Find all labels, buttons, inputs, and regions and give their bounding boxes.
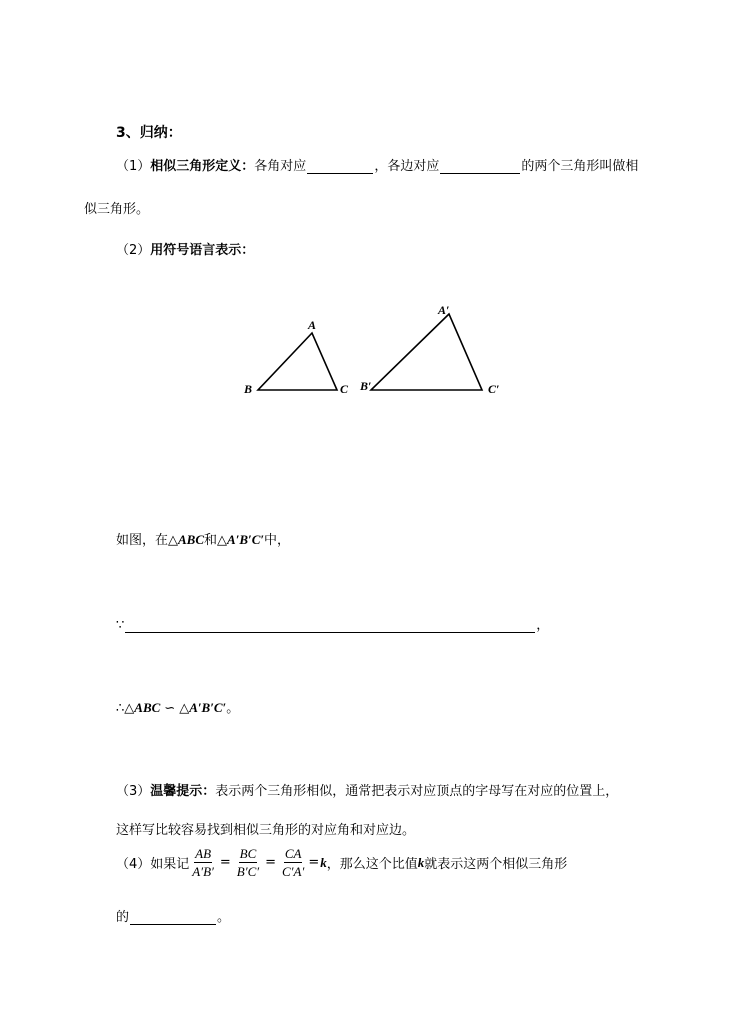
fraction-bc-num: BC: [239, 846, 257, 861]
angle-blank[interactable]: [307, 160, 373, 174]
equals-2: =: [265, 855, 276, 870]
fraction-bc: [236, 846, 260, 879]
vertex-label-a: A: [308, 318, 317, 332]
item3-label: 温馨提示：: [150, 784, 216, 799]
because-end: ，: [536, 618, 550, 633]
item4-text-3: 就表示这两个相似三角形: [424, 857, 568, 872]
item2-label: 用符号语言表示：: [150, 243, 255, 258]
item1-text-3: 的两个三角形叫做相: [521, 159, 639, 174]
item2-number: （2）: [116, 243, 151, 258]
item3-number: （3）: [116, 784, 151, 799]
fraction-bc-den: B′C′: [236, 864, 260, 879]
fraction-ab: [191, 846, 215, 879]
fraction-ab-num: AB: [195, 846, 212, 861]
statement-text-1: 如图，在: [116, 533, 169, 548]
similar-symbol: ∽: [164, 701, 176, 716]
item4-end: 。: [217, 910, 231, 925]
tip-line-2: 这样写比较容易找到相似三角形的对应角和对应边。: [116, 823, 416, 838]
statement-line: [116, 529, 290, 548]
because-blank[interactable]: [125, 619, 535, 633]
item4-text-1: 如果记: [150, 857, 190, 872]
item4-text-2: ，那么这个比值: [326, 857, 418, 872]
side-blank[interactable]: [440, 160, 520, 174]
fraction-ca-num: CA: [284, 846, 302, 861]
equals-3: =: [308, 855, 320, 870]
vertex-label-c-prime: C′: [488, 382, 500, 396]
ratio-line-2: [116, 906, 230, 925]
vertex-label-b-prime: B′: [360, 379, 372, 393]
tip-line-1: [116, 780, 618, 799]
vertex-label-a-prime: A′: [438, 303, 450, 317]
statement-text-3: 中，: [264, 533, 291, 548]
definition-line-2: 似三角形。: [84, 202, 150, 217]
item1-text-1: 各角对应: [254, 159, 307, 174]
therefore-line: [116, 697, 239, 716]
vertex-label-b: B: [244, 382, 253, 396]
item4-number: （4）: [116, 857, 151, 872]
therefore-tri1: △ABC: [124, 700, 161, 715]
section-heading: 3、归纳：: [116, 125, 182, 141]
triangle-a2b2c2-label: △A′B′C′: [217, 532, 265, 547]
item2-line: [116, 239, 254, 258]
triangle-a2b2c2: [371, 314, 482, 390]
ratio-k: k: [320, 854, 327, 870]
triangle-abc-label: △ABC: [168, 532, 205, 547]
because-line: [116, 614, 549, 633]
triangle-abc: [258, 333, 337, 390]
item1-number: （1）: [116, 159, 151, 174]
definition-line-1: [116, 155, 638, 174]
ratio-blank[interactable]: [130, 911, 216, 925]
statement-text-2: 和: [204, 533, 218, 548]
vertex-label-c: C: [340, 382, 349, 396]
fraction-ca: [281, 846, 305, 879]
therefore-symbol: ∴: [116, 701, 125, 716]
therefore-end: 。: [226, 701, 240, 716]
equals-1: =: [219, 855, 231, 870]
item3-text-1: 表示两个三角形相似，通常把表示对应顶点的字母写在对应的位置上，: [215, 784, 619, 799]
item1-label: 相似三角形定义：: [150, 159, 255, 174]
fraction-ca-den: C′A′: [282, 864, 305, 879]
item4-text-4: 的: [116, 910, 130, 925]
therefore-tri2: △A′B′C′: [179, 700, 227, 715]
because-symbol: ∵: [116, 618, 125, 633]
ratio-k-2: k: [417, 854, 425, 870]
ratio-line: [116, 846, 567, 879]
fraction-ab-den: A′B′: [192, 864, 214, 879]
triangles-figure: [236, 298, 516, 402]
item1-text-2: ，各边对应: [374, 159, 440, 174]
